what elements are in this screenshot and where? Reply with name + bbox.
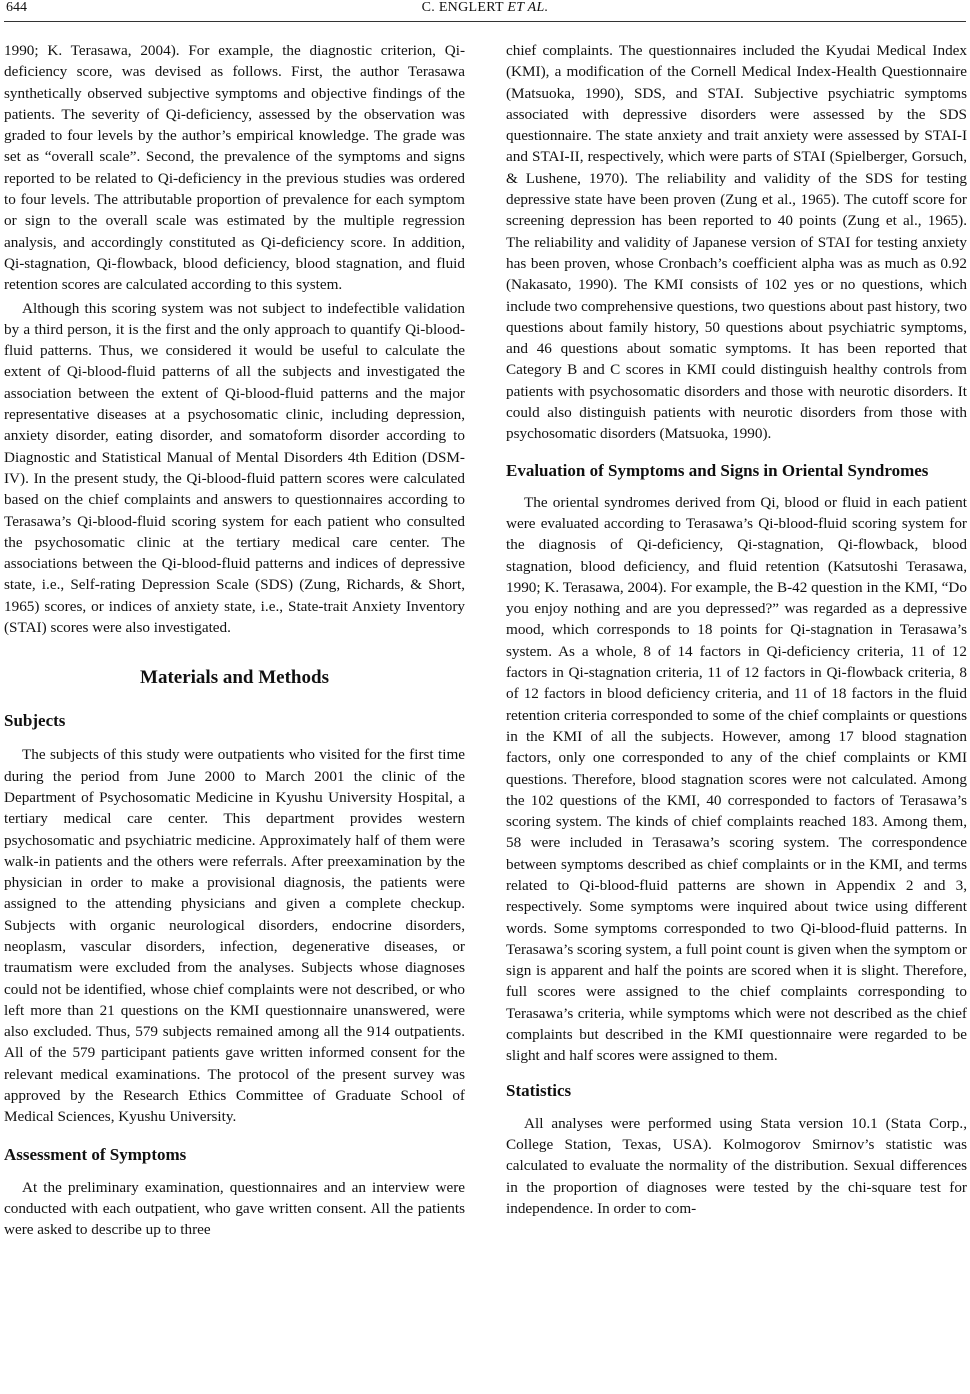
- running-head-et-al: ET AL.: [507, 0, 549, 15]
- subsection-heading-evaluation: Evaluation of Symptoms and Signs in Oriental Syndromes: [506, 460, 929, 480]
- left-column: [4, 40, 465, 1241]
- paragraph: All analyses were performed using Stata version 10.1 (Stata Corp., College Station, Texas, USA). Kolmogorov Smirnov’s statistic was calculated to evaluate the normality of the distribution. Sexual differences in the proportion of diagnoses were tested by the chi-square test for independence. In order to com-: [506, 1114, 967, 1217]
- paragraph: Although this scoring system was not subject to indefectible validation by a third person, it is the first and the only approach to quantify Qi-blood-fluid patterns. Thus, we considered it would be useful to calculate the extent of Qi-blood-fluid patterns of all the subjects and investigated the association between the extent of Qi-blood-fluid patterns and the major representative diseases at a psychosomatic clinic, including depression, anxiety disorder, eating disorder, and somatoform disorder according to Diagnostic and Statistical Manual of Mental Disorders 4th Edition (DSM-IV). In the present study, the Qi-blood-fluid pattern scores were calculated based on the chief complaints and answers to questionnaires according to Terasawa’s Qi-blood-fluid scoring system for each patient who consulted the psychosomatic clinic at the tertiary medical care center. The associations between the Qi-blood-fluid patterns and indices of depressive state, i.e., Self-rating Depression Scale (SDS) (Zung, Richards, & Short, 1965) scores, or indices of anxiety state, i.e., State-trait Anxiety Inventory (STAI) scores were also investigated.: [4, 299, 465, 637]
- right-column: [506, 40, 967, 1219]
- running-header: [0, 0, 970, 22]
- running-head-authors: C. ENGLERT: [421, 0, 504, 15]
- subsection-heading-statistics: Statistics: [506, 1080, 572, 1100]
- subsection-heading-assessment: Assessment of Symptoms: [4, 1144, 187, 1164]
- paragraph: chief complaints. The questionnaires included the Kyudai Medical Index (KMI), a modification of the Cornell Medical Index-Health Questionnaire (Matsuoka, 1990), SDS, and STAI. Subjective psychiatric symptoms associated with depressive disorders were assessed by the SDS questionnaire. The state anxiety and trait anxiety were assessed by STAI-I and STAI-II, respectively, which were parts of STAI (Spielberger, Gorsuch, & Lushene, 1970). The reliability and validity of the SDS for testing depressive state have been proven (Zung et al., 1965). The cutoff score for screening depression has been reported to 40 points (Zung et al., 1965). The reliability and validity of Japanese version of STAI for testing anxiety has been proven, whose Cronbach’s coefficient alpha was as much as 0.92 (Nakasato, 1990). The KMI consists of 102 yes or no questions, which include two comprehensive questions, two questions about past history, two questions about family history, 50 questions about psychiatric symptoms, and 46 questions about somatic symptoms. It has been reported that Category B and C scores in KMI could distinguish healthy controls from patients with psychosomatic disorders and those with neurotic disorders. It could also distinguish patients with neurotic disorders from those with psychosomatic disorders (Matsuoka, 1990).: [506, 42, 967, 443]
- paragraph: 1990; K. Terasawa, 2004). For example, the diagnostic criterion, Qi-deficiency score, was devised as follows. First, the author Terasawa synthetically observed subjective symptoms and objective findings of the patients. The severity of Qi-deficiency, assessed by the observation was graded to four levels by the author’s empirical knowledge. The grade was set as “overall scale”. Second, the prevalence of the symptoms and signs reported to be related to Qi-deficiency in the previous studies was ordered to four levels. The attributable proportion of prevalence for each symptom or sign to the overall scale was estimated by the multiple regression analysis, and accordingly constituted as Qi-deficiency score. In addition, Qi-stagnation, Qi-flowback, blood deficiency, blood stagnation, and fluid retention scores are calculated according to this system.: [4, 42, 465, 294]
- page-number: 644: [6, 0, 27, 15]
- header-rule: [4, 21, 966, 22]
- section-title: Materials and Methods: [140, 667, 329, 689]
- paragraph: The subjects of this study were outpatients who visited for the first time during the period from June 2000 to March 2001 the clinic of the Department of Psychosomatic Medicine in Kyushu University Hospital, a tertiary medical care center. This department provides western psychosomatic and psychiatric medicine. Approximately half of them were walk-in patients and the others were referrals. After preexamination by the physician in order to make a provisional diagnosis, the patients were assigned to the attending physicians and given a complete checkup. Subjects with organic neurological disorders, endocrine disorders, neoplasm, vascular disorders, infection, degenerative diseases, or traumatism were excluded from the analyses. Subjects whose diagnoses could not be identified, whose chief complaints were not described, or who left more than 21 questions on the KMI questionnaire unanswered, were also excluded. Thus, 579 subjects remained among all the 914 outpatients. All of the 579 participant patients gave written informed consent for the relevant medical examinations. The protocol of the present survey was approved by the Research Ethics Committee of Graduate School of Medical Sciences, Kyushu University.: [4, 746, 465, 1126]
- paragraph: At the preliminary examination, questionnaires and an interview were conducted with each outpatient, who gave written consent. All the patients were asked to describe up to three: [4, 1178, 465, 1239]
- running-head: [0, 0, 970, 16]
- paragraph: The oriental syndromes derived from Qi, blood or fluid in each patient were evaluated according to Terasawa’s Qi-blood-fluid scoring system for the diagnosis of Qi-deficiency, Qi-stagnation, Qi-flowback, blood stagnation, blood deficiency, and fluid retention (Katsutoshi Terasawa, 1990; K. Terasawa, 2004). For example, the B-42 question in the KMI, “Do you enjoy nothing and are you depressed?” was regarded as a depressive mood, which corresponds to 18 points for Qi-stagnation in Terasawa’s system. As a whole, 8 of 14 factors in Qi-deficiency criteria, 11 of 12 factors in Qi-stagnation criteria, 11 of 12 factors in Qi-flowback criteria, 8 of 12 factors in blood deficiency criteria, and 11 of 18 factors in the fluid retention criteria corresponded to some of the chief complaints or questions in the KMI of all the subjects. However, among 17 blood stagnation factors, only one corresponded to any of the chief complaints or KMI questions. Therefore, blood stagnation scores were not calculated. Among the 102 questions of the KMI, 40 corresponded to factors of Terasawa’s scoring system. The kinds of chief complaints reached 183. Among them, 58 were included in Terasawa’s scoring system. The correspondence between symptoms described as chief complaints or in the KMI, and terms related to Qi-blood-fluid patterns are shown in Appendix 2 and 3, respectively. Some symptoms were inquired about twice using different words. Some symptoms corresponded to two Qi-blood-fluid patterns. In Terasawa’s scoring system, a full point count is given when the symptom or sign is apparent and half the points are scored when it is slight. Therefore, full scores were assigned to the chief complaints corresponding to Terasawa’s criteria, while symptoms which were not described as the chief complaints but described in the KMI questionnaire were regarded to be slight and half scores were assigned to them.: [506, 493, 967, 1065]
- subsection-heading-subjects: Subjects: [4, 711, 66, 731]
